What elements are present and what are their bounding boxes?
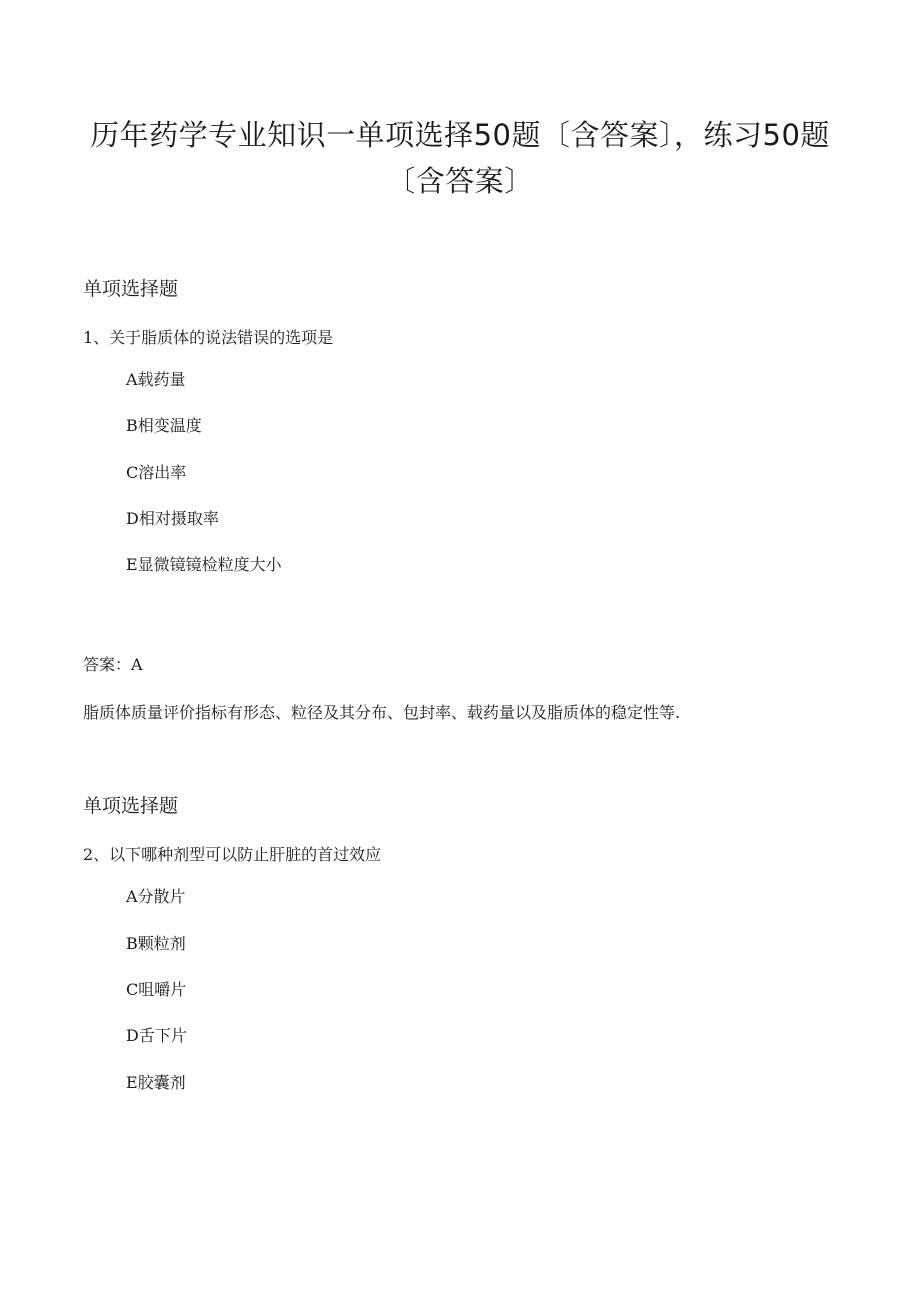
document-title-line-1: 历年药学专业知识一单项选择50题〔含答案〕，练习50题 bbox=[90, 118, 830, 152]
section-heading-q2: 单项选择题 bbox=[83, 795, 179, 817]
question-1-explanation: 脂质体质量评价指标有形态、粒径及其分布、包封率、载药量以及脂质体的稳定性等. bbox=[83, 703, 681, 722]
question-1-stem: 1、关于脂质体的说法错误的选项是 bbox=[83, 328, 334, 347]
document-title bbox=[60, 112, 860, 204]
question-2-stem: 2、以下哪种剂型可以防止肝脏的首过效应 bbox=[83, 845, 382, 864]
question-2-option-b: B颗粒剂 bbox=[126, 934, 186, 953]
question-1-option-c: C溶出率 bbox=[126, 463, 187, 482]
question-1-answer: 答案：A bbox=[83, 655, 143, 674]
document-title-line-2: 〔含答案〕 bbox=[386, 164, 534, 198]
question-1-option-d: D相对摄取率 bbox=[126, 509, 219, 528]
question-1-option-b: B相变温度 bbox=[126, 416, 202, 435]
section-heading-q1: 单项选择题 bbox=[83, 278, 179, 300]
question-2-option-c: C咀嚼片 bbox=[126, 980, 187, 999]
question-1-option-e: E显微镜镜检粒度大小 bbox=[126, 555, 282, 574]
question-2-option-d: D舌下片 bbox=[126, 1026, 187, 1045]
question-2-option-a: A分散片 bbox=[126, 887, 186, 906]
question-1-option-a: A载药量 bbox=[126, 370, 186, 389]
question-2-option-e: E胶囊剂 bbox=[126, 1073, 186, 1092]
